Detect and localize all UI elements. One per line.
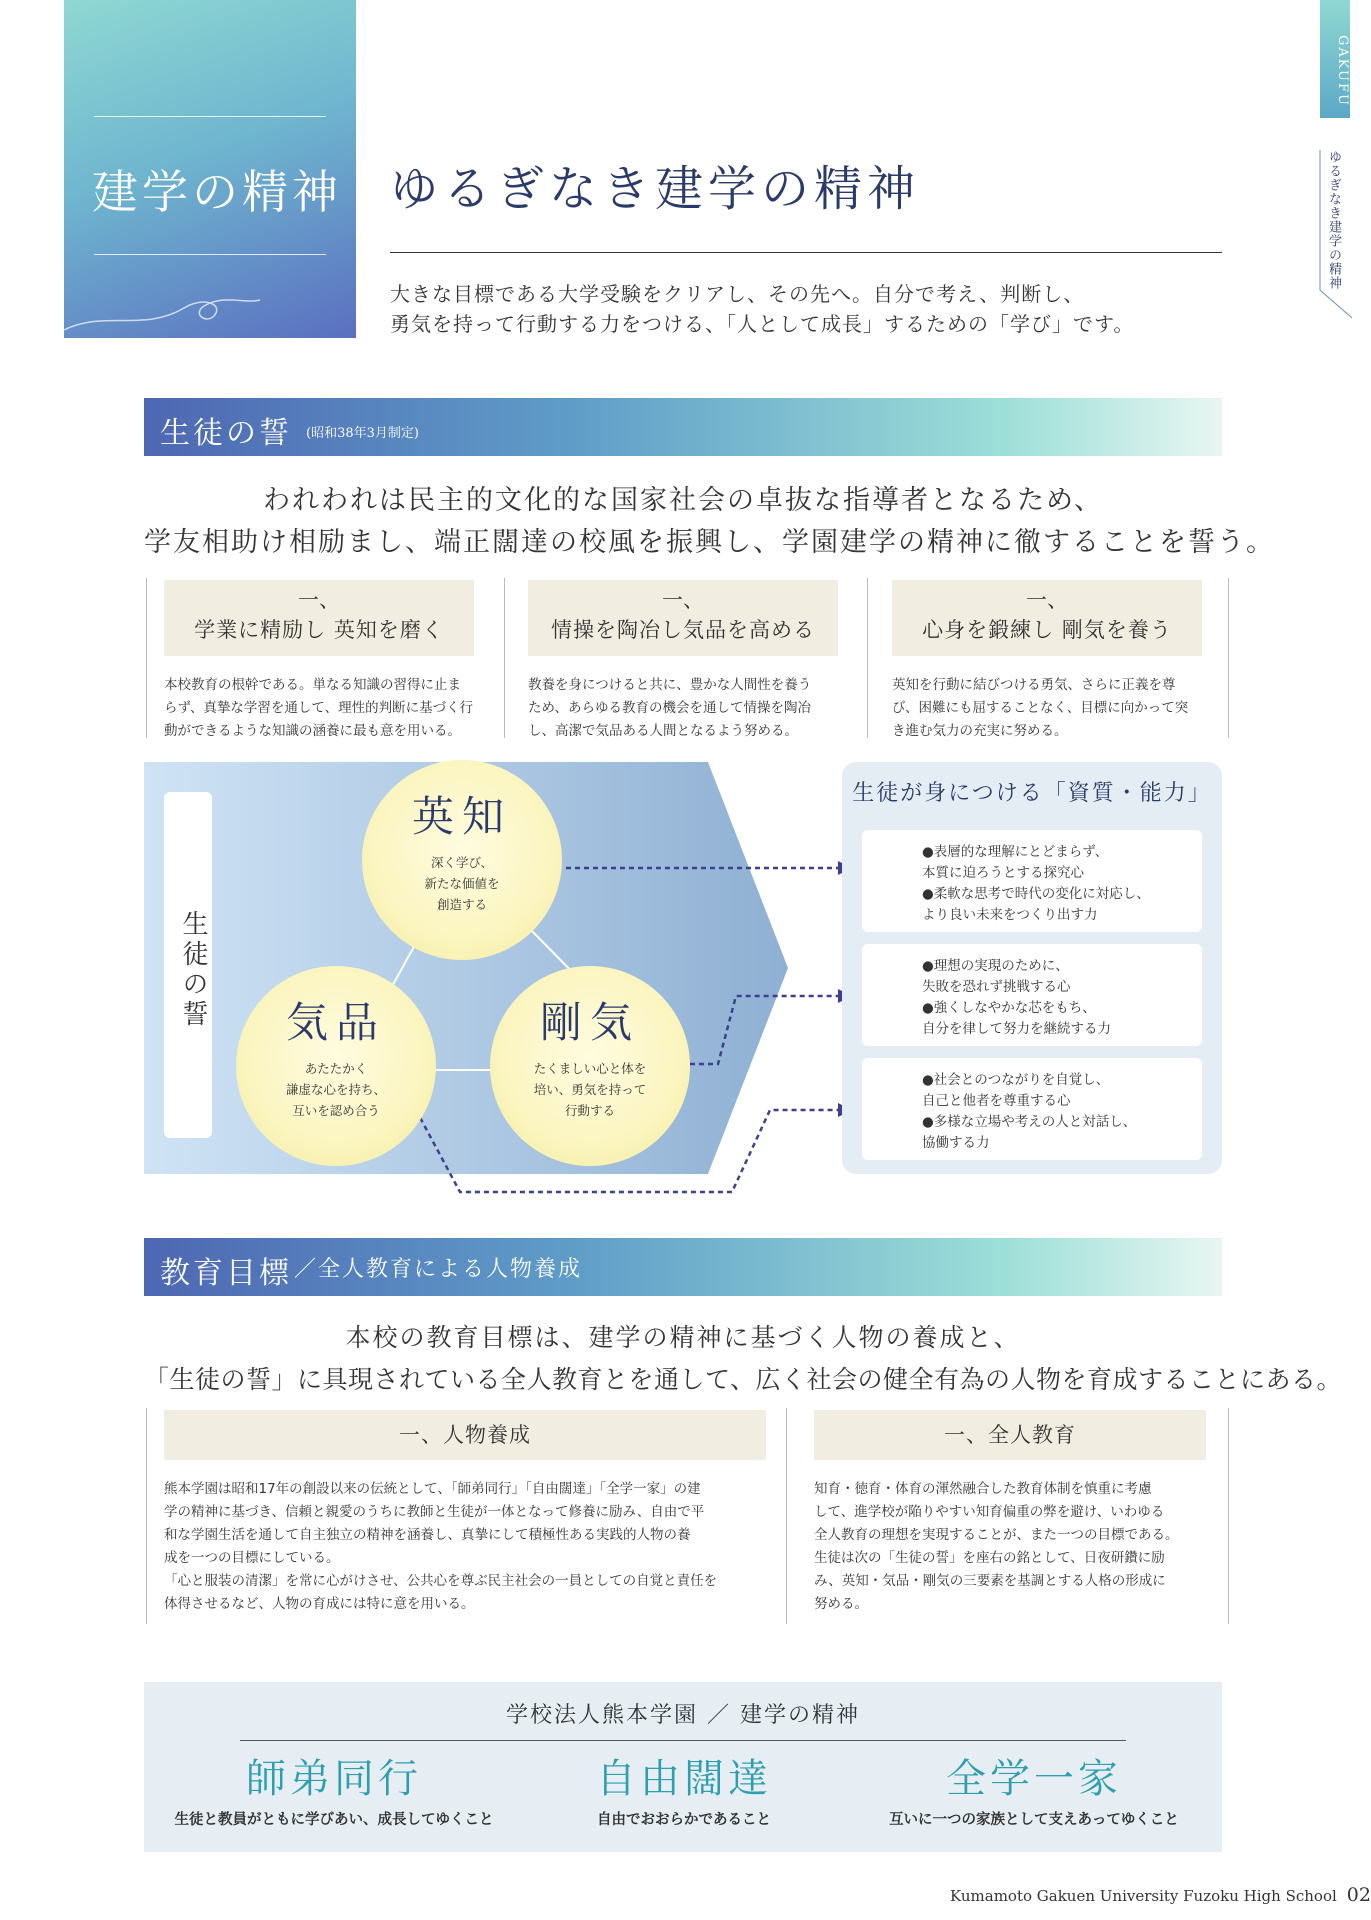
motto-desc: 互いに一つの家族として支えあってゆくこと [889, 1812, 1179, 1828]
ability-box-3 [862, 1058, 1202, 1160]
ability-item: ●柔軟な思考で時代の変化に対応し、 [922, 886, 1150, 902]
main-heading: ゆるぎなき建学の精神 [390, 161, 921, 217]
side-tab-code: GAKUFU [1320, 0, 1350, 118]
goal-desc-zenjin [814, 1478, 1214, 1616]
desc-line: 和な学園生活を通して自主独立の精神を涵養し、真摯にして積極性ある実践的人物の養 [164, 1527, 691, 1543]
ability-item: ●理想の実現のために、 [922, 958, 1069, 974]
motto-desc: 生徒と教員がともに学びあい、成長してゆくこと [174, 1812, 494, 1828]
vow-title: 心身を鍛練し 剛気を養う [922, 618, 1172, 642]
ability-item-cont: 自分を律して努力を継続する力 [922, 1021, 1111, 1037]
desc-line: 新たな価値を [424, 876, 500, 891]
oath-title: 生徒の誓 [160, 416, 292, 451]
desc-line: 体得させるなど、人物の育成には特に意を用いる。 [164, 1596, 475, 1612]
page-number: 02 [1346, 1884, 1371, 1906]
section-title: 建学の精神 [92, 165, 342, 219]
circle-desc [236, 1058, 436, 1121]
ability-item-cont: 失敗を恐れず挑戦する心 [922, 979, 1071, 995]
oath-subtitle: (昭和38年3月制定) [306, 426, 419, 441]
goals-statement-2: 「生徒の誓」に具現されている全人教育とを通して、広く社会の健全有為の人物を育成することにある。 [144, 1365, 1343, 1394]
circle-kihin [236, 966, 436, 1166]
pledge-vertical-label: 生徒の誓 [178, 910, 208, 1030]
goals-subtitle: ／全人教育による人物養成 [294, 1257, 583, 1282]
desc-line: 互いを認め合う [292, 1103, 380, 1118]
circle-name: 気品 [285, 998, 386, 1047]
vow-prefix: 一、 [1026, 588, 1068, 612]
desc-line: 「心と服装の清潔」を常に心がけさせ、公共心を尊ぶ民主社会の一員としての自覚と責任を [164, 1573, 718, 1589]
desc-line: たくましい心と体を [533, 1061, 647, 1076]
vow-title: 情操を陶冶し気品を高める [551, 618, 815, 642]
goals-band [144, 1238, 1222, 1296]
motto-zengaku [854, 1752, 1214, 1829]
desc-line: 謙虚な心を持ち、 [285, 1082, 386, 1097]
desc-line: 努める。 [814, 1596, 868, 1612]
desc-line: らず、真摯な学習を通して、理性的判断に基づく行 [164, 700, 474, 716]
goal-box-zenjin: 一、全人教育 [814, 1410, 1206, 1460]
goals-statement-1: 本校の教育目標は、建学の精神に基づく人物の養成と、 [345, 1323, 1021, 1352]
pledge-line-1: われわれは民主的文化的な国家社会の卓抜な指導者となるため、 [263, 485, 1103, 516]
desc-line: 教養を身につけると共に、豊かな人間性を養う [528, 677, 812, 693]
founding-title: 学校法人熊本学園 ／ 建学の精神 [506, 1703, 860, 1728]
desc-line: 学の精神に基づき、信頼と親愛のうちに教師と生徒が一体となって修養に励み、自由で平 [164, 1504, 705, 1520]
vow-prefix: 一、 [298, 588, 340, 612]
column-divider [146, 1408, 147, 1624]
motto-text: 全学一家 [946, 1756, 1122, 1802]
pledge-line-2: 学友相助け相励まし、端正闊達の校風を振興し、学園建学の精神に徹することを誓う。 [144, 527, 1275, 558]
desc-line: 動ができるような知識の涵養に最も意を用いる。 [164, 723, 461, 739]
desc-line: 培い、勇気を持って [533, 1082, 647, 1097]
side-tab-label: ゆるぎなき建学の精神 [1326, 150, 1341, 290]
circle-name: 剛気 [539, 998, 640, 1047]
ability-item: ●多様な立場や考えの人と対話し、 [922, 1114, 1137, 1130]
desc-line: 全人教育の理想を実現することが、また一つの目標である。 [814, 1527, 1179, 1543]
column-divider [786, 1408, 787, 1624]
ability-item-cont: 協働する力 [922, 1135, 990, 1151]
ability-box-2 [862, 944, 1202, 1046]
desc-line: 成を一つの目標にしている。 [164, 1550, 340, 1566]
motto-desc: 自由でおおらかであること [597, 1812, 771, 1828]
vow-title: 学業に精励し 英知を磨く [194, 618, 444, 642]
desc-line: み、英知・気品・剛気の三要素を基調とする人格の形成に [814, 1573, 1166, 1589]
abilities-panel [842, 762, 1222, 1174]
desc-line: 英知を行動に結びつける勇気、さらに正義を尊 [892, 677, 1176, 693]
desc-line: ため、あらゆる教育の機会を通して情操を陶冶 [528, 700, 811, 716]
circle-goki [490, 966, 690, 1166]
ability-item-cont: 本質に迫ろうとする探究心 [922, 865, 1084, 881]
intro-line-1: 大きな目標である大学受験をクリアし、その先へ。自分で考え、判断し、 [390, 282, 1085, 306]
desc-line: して、進学校が陥りやすい知育偏重の弊を避け、いわゆる [814, 1504, 1165, 1520]
desc-line: 生徒は次の「生徒の誓」を座右の銘として、日夜研鑽に励 [814, 1550, 1165, 1566]
goal-desc-jinbutsu [164, 1478, 774, 1616]
founding-rule [240, 1740, 1126, 1741]
ability-box-1 [862, 830, 1202, 932]
abilities-title: 生徒が身につける「資質・能力」 [852, 781, 1212, 806]
desc-line: し、高潔で気品ある人間となるよう努める。 [528, 723, 798, 739]
circle-name: 英知 [411, 792, 512, 841]
goal-box-jinbutsu: 一、人物養成 [164, 1410, 766, 1460]
circle-desc [490, 1058, 690, 1121]
desc-line: 知育・徳育・体育の渾然融合した教育体制を慎重に考慮 [814, 1481, 1152, 1497]
motto-text: 師弟同行 [246, 1756, 422, 1802]
ability-item-cont: より良い未来をつくり出す力 [922, 907, 1098, 923]
desc-line: あたたかく [304, 1061, 368, 1076]
column-divider [1228, 1408, 1229, 1624]
motto-shitei [164, 1752, 504, 1829]
desc-line: び、困難にも屈することなく、目標に向かって突 [892, 700, 1189, 716]
circle-eichi [362, 760, 562, 960]
desc-line: 深く学び、 [430, 855, 493, 870]
circle-desc [362, 852, 562, 915]
founding-spirit-panel [144, 1682, 1222, 1852]
motto-text: 自由闊達 [596, 1756, 772, 1802]
ability-item: ●社会とのつながりを自覚し、 [922, 1072, 1110, 1088]
dotted-arrow-goki [690, 996, 842, 1064]
ability-item: ●表層的な理解にとどまらず、 [922, 844, 1109, 860]
ability-item: ●強くしなやかな芯をもち、 [922, 1000, 1096, 1016]
desc-line: 本校教育の根幹である。単なる知識の習得に止ま [164, 677, 461, 693]
desc-line: 行動する [564, 1103, 615, 1118]
footer-school-name: Kumamoto Gakuen University Fuzoku High School [950, 1887, 1337, 1905]
desc-line: 熊本学園は昭和17年の創設以来の伝統として、「師弟同行」「自由闊達」「全学一家」の建 [164, 1481, 701, 1497]
desc-line: 創造する [436, 897, 487, 912]
motto-jiyu [514, 1752, 854, 1829]
goals-title: 教育目標 [160, 1256, 292, 1291]
intro-line-2: 勇気を持って行動する力をつける、「人として成長」するための「学び」です。 [390, 312, 1135, 336]
page-footer [950, 1884, 1371, 1906]
desc-line: き進む気力の充実に努める。 [892, 723, 1068, 739]
vow-prefix: 一、 [662, 588, 704, 612]
ability-item-cont: 自己と他者を尊重する心 [922, 1093, 1071, 1109]
